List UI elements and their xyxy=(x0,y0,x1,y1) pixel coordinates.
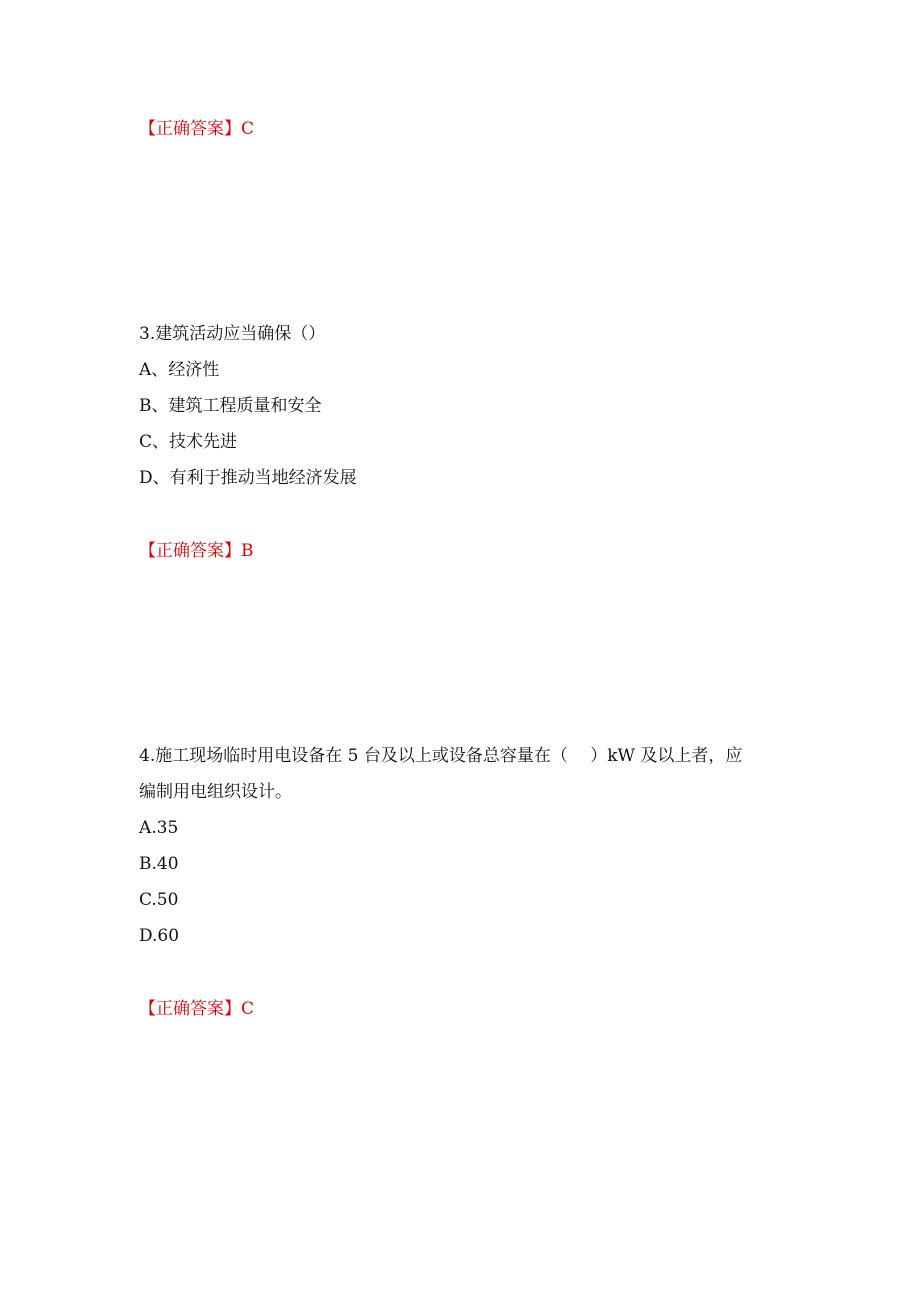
question-3-option-b: B、建筑工程质量和安全 xyxy=(139,396,322,416)
question-4-option-c: C.50 xyxy=(139,890,179,910)
question-4-stem-line-2: 编制用电组织设计。 xyxy=(139,782,292,802)
answer-value: B xyxy=(241,541,254,561)
question-3-option-c: C、技术先进 xyxy=(139,432,238,452)
question-4-option-b: B.40 xyxy=(139,854,179,874)
answer-line-2 xyxy=(139,540,254,562)
answer-value: C xyxy=(241,999,255,1019)
answer-line-1 xyxy=(139,118,254,140)
answer-label: 【正确答案】 xyxy=(139,119,241,139)
question-3-option-d: D、有利于推动当地经济发展 xyxy=(139,468,357,488)
question-4-stem-line-1: 4.施工现场临时用电设备在 5 台及以上或设备总容量在（ ）kW 及以上者，应 xyxy=(139,746,743,766)
question-3-stem: 3.建筑活动应当确保（） xyxy=(139,324,326,344)
question-3-option-a: A、经济性 xyxy=(139,360,220,380)
question-4-option-a: A.35 xyxy=(139,818,179,838)
answer-label: 【正确答案】 xyxy=(139,541,241,561)
question-4-option-d: D.60 xyxy=(139,926,180,946)
answer-value: C xyxy=(241,119,255,139)
answer-line-3 xyxy=(139,998,254,1020)
answer-label: 【正确答案】 xyxy=(139,999,241,1019)
